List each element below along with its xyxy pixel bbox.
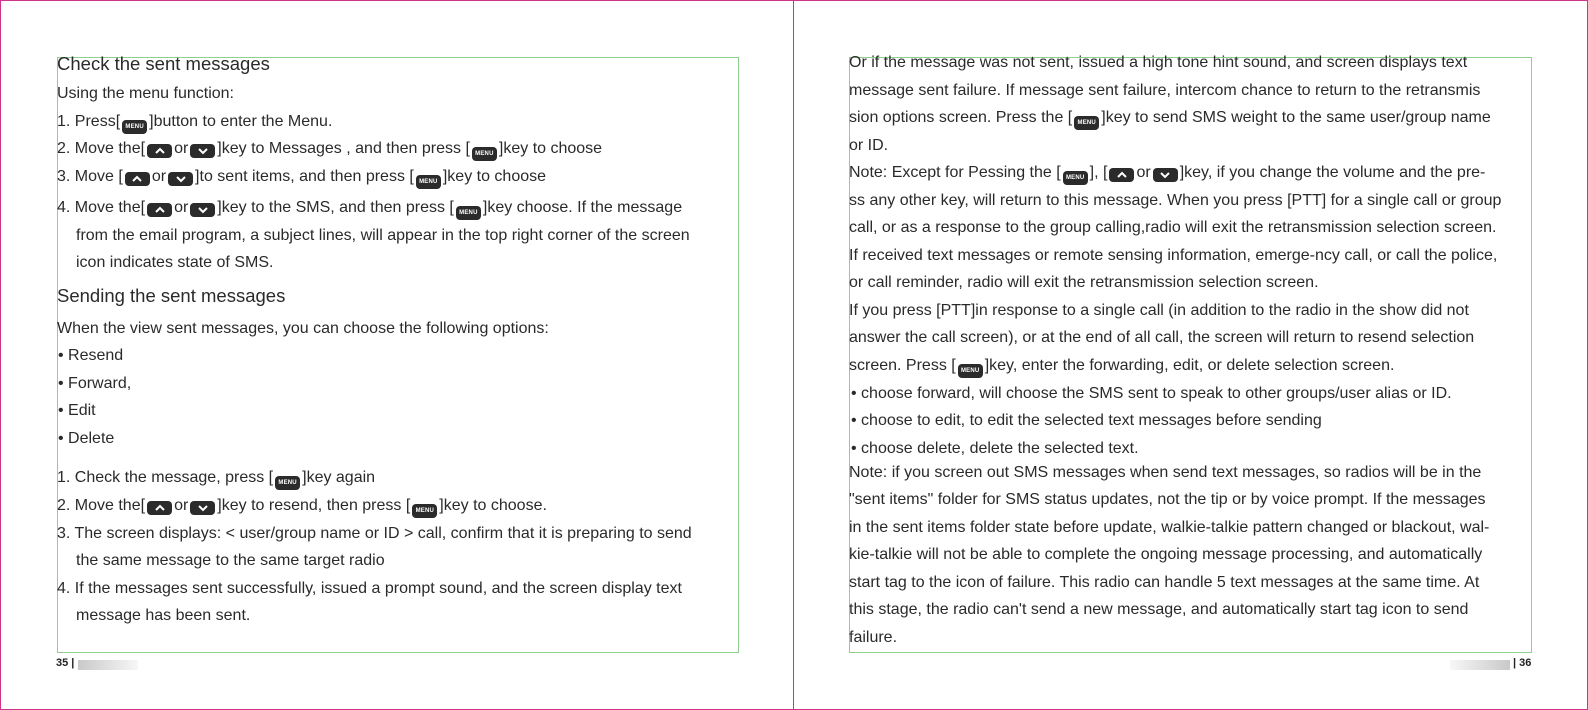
option-edit: • Edit <box>58 402 96 419</box>
menu-key-icon: MENU <box>958 364 983 378</box>
right-line-10: If you press [PTT]in response to a single call (in addition to the radio in the show did not <box>849 302 1469 319</box>
bullet-edit: • choose to edit, to edit the selected text messages before sending <box>851 412 1322 429</box>
down-arrow-key-icon <box>190 501 215 515</box>
right-line-3: sion options screen. Press the [ MENU ]key to send SMS weight to the same user/group name <box>849 108 1491 130</box>
send-step-3-line-2: the same message to the same target radio <box>76 552 385 569</box>
menu-key-icon: MENU <box>1063 171 1088 185</box>
options-intro: When the view sent messages, you can choose the following options: <box>57 320 549 337</box>
send-step-4-line-2: message has been sent. <box>76 607 251 624</box>
note-line-7: failure. <box>849 629 898 646</box>
heading-sending-sent-messages: Sending the sent messages <box>57 285 286 306</box>
up-arrow-key-icon <box>125 172 150 186</box>
page-bar-left <box>78 660 138 670</box>
send-step-4: 4. If the messages sent successfully, issued a prompt sound, and the screen display text <box>57 580 682 597</box>
send-step-2: 2. Move the[ or ]key to resend, then press [ MENU ]key to choose. <box>57 496 547 518</box>
step-4-line-2: from the email program, a subject lines, will appear in the top right corner of the screen <box>76 227 690 244</box>
menu-key-icon: MENU <box>472 147 497 161</box>
up-arrow-key-icon <box>147 203 172 217</box>
down-arrow-key-icon <box>190 203 215 217</box>
menu-key-icon: MENU <box>412 504 437 518</box>
note-line-5: start tag to the icon of failure. This radio can handle 5 text messages at the same time. At <box>849 574 1480 591</box>
heading-check-sent-messages: Check the sent messages <box>57 53 270 74</box>
option-resend: • Resend <box>58 347 124 364</box>
option-delete: • Delete <box>58 430 115 447</box>
right-line-11: answer the call screen), or at the end of all call, the screen will return to resend selection <box>849 329 1475 346</box>
up-arrow-key-icon <box>1109 168 1134 182</box>
option-forward: • Forward, <box>58 375 132 392</box>
note-line-1: Note: if you screen out SMS messages when send text messages, so radios will be in the <box>849 464 1482 481</box>
step-3: 3. Move [ or ]to sent items, and then press [ MENU ]key to choose <box>57 167 546 189</box>
up-arrow-key-icon <box>147 144 172 158</box>
menu-key-icon: MENU <box>122 120 147 134</box>
down-arrow-key-icon <box>1153 168 1178 182</box>
step-2: 2. Move the[ or ]key to Messages , and then press [ MENU ]key to choose <box>57 139 602 161</box>
right-line-12: screen. Press [ MENU ]key, enter the forwarding, edit, or delete selection screen. <box>849 356 1394 378</box>
down-arrow-key-icon <box>190 144 215 158</box>
note-line-4: kie-talkie will not be able to complete the ongoing message processing, and automatically <box>849 546 1483 563</box>
step-4: 4. Move the[ or ]key to the SMS, and then press [ MENU ]key choose. If the message <box>57 198 682 220</box>
note-line-3: in the sent items folder state before update, walkie-talkie pattern changed or blackout, wal- <box>849 519 1490 536</box>
page-divider <box>793 0 794 710</box>
right-line-7: call, or as a response to the group calling,radio will exit the retransmission selection screen. <box>849 219 1497 236</box>
right-line-6: ss any other key, will return to this message. When you press [PTT] for a single call or group <box>849 192 1502 209</box>
menu-key-icon: MENU <box>275 476 300 490</box>
menu-key-icon: MENU <box>416 175 441 189</box>
note-line-6: this stage, the radio can't send a new message, and automatically start tag icon to send <box>849 601 1469 618</box>
page-number-right: | 36 <box>1513 657 1532 669</box>
page-number-left: 35 | <box>56 657 75 669</box>
note-line-2: "sent items" folder for SMS status updates, not the tip or by voice prompt. If the messages <box>849 491 1486 508</box>
step-1: 1. Press[ MENU ]button to enter the Menu. <box>57 112 332 134</box>
menu-key-icon: MENU <box>456 206 481 220</box>
menu-key-icon: MENU <box>1074 116 1099 130</box>
right-line-2: message sent failure. If message sent failure, intercom chance to return to the retransmis <box>849 82 1481 99</box>
right-line-1: Or if the message was not sent, issued a high tone hint sound, and screen displays text <box>849 54 1468 71</box>
right-line-5: Note: Except for Pessing the [ MENU ], [ or ]key, if you change the volume and the pre- <box>849 163 1485 185</box>
right-line-8: If received text messages or remote sensing information, emerge-ncy call, or call the police, <box>849 247 1498 264</box>
send-step-1: 1. Check the message, press [ MENU ]key again <box>57 468 375 490</box>
bullet-forward: • choose forward, will choose the SMS sent to speak to other groups/user alias or ID. <box>851 385 1452 402</box>
up-arrow-key-icon <box>147 501 172 515</box>
down-arrow-key-icon <box>168 172 193 186</box>
right-line-9: or call reminder, radio will exit the retransmission selection screen. <box>849 274 1319 291</box>
send-step-3: 3. The screen displays: < user/group name or ID > call, confirm that it is preparing to send <box>57 525 692 542</box>
menu-intro: Using the menu function: <box>57 85 234 102</box>
bullet-delete: • choose delete, delete the selected text. <box>851 440 1139 457</box>
right-line-4: or ID. <box>849 137 889 154</box>
step-4-line-3: icon indicates state of SMS. <box>76 254 274 271</box>
page-bar-right <box>1450 660 1510 670</box>
